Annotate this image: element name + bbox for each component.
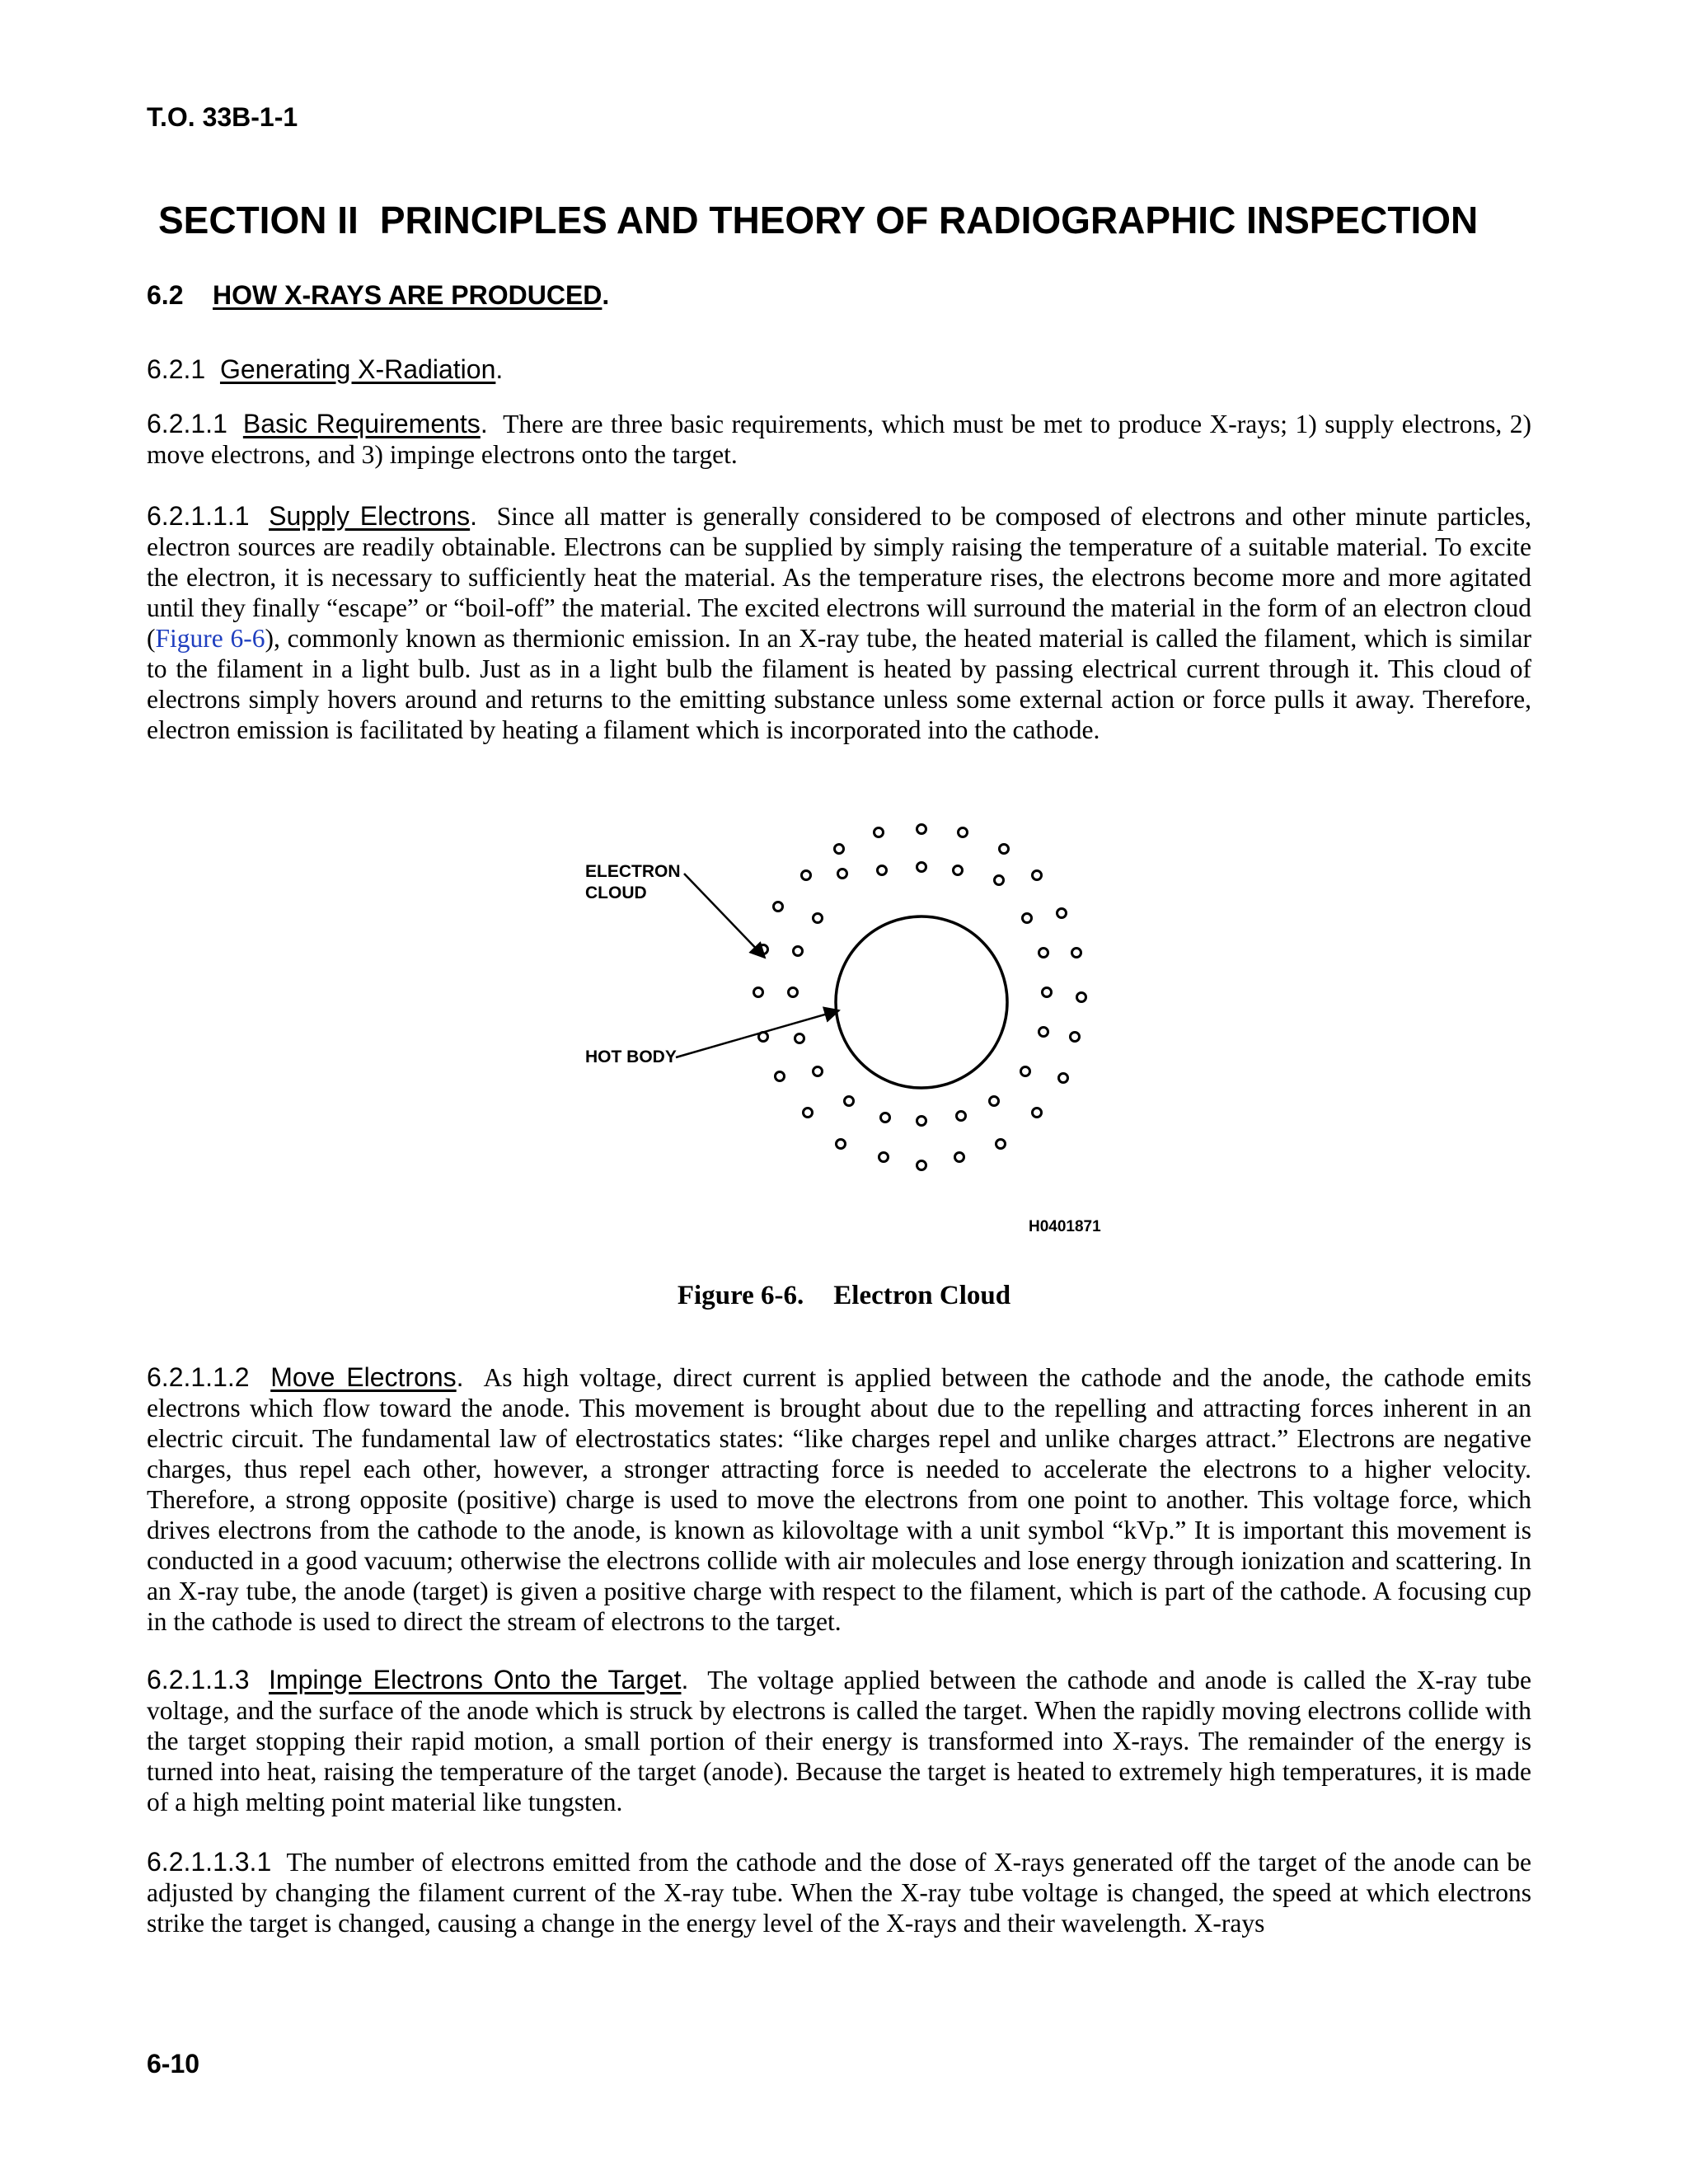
heading-number: 6.2: [147, 280, 184, 310]
electron-dot: [1033, 871, 1042, 880]
figure-6-6-link[interactable]: Figure 6-6: [155, 624, 265, 653]
paragraph-number: 6.2.1.1.1: [147, 501, 250, 531]
paragraph-title: Impinge Electrons Onto the Target: [269, 1665, 682, 1694]
heading-number: 6.2.1: [147, 354, 206, 384]
electron-dot: [838, 869, 847, 879]
electron-dot: [995, 876, 1004, 885]
electron-dot: [917, 1161, 926, 1170]
electron-cloud-label-line1: ELECTRON: [585, 862, 681, 881]
electron-dot: [1071, 1033, 1080, 1042]
electron-dot: [990, 1097, 999, 1106]
figure-caption: [0, 1281, 1688, 1311]
electron-dot: [1077, 993, 1086, 1002]
paragraph-title: Basic Requirements: [242, 409, 481, 438]
electron-dot: [917, 863, 926, 872]
electron-dot: [845, 1097, 854, 1106]
electron-dot: [955, 1153, 964, 1162]
figure-code: H0401871: [1029, 1218, 1101, 1235]
heading-6-2: 6.2 HOW X-RAYS ARE PRODUCED.: [147, 280, 610, 310]
electron-dot: [759, 1033, 768, 1042]
electron-dot: [814, 1067, 823, 1076]
electron-cloud: [754, 825, 1086, 1170]
electron-dot: [996, 1140, 1006, 1149]
paragraph-number: 6.2.1.1.3.1: [147, 1847, 272, 1877]
electron-dot: [774, 902, 783, 912]
paragraph-text: There are three basic requirements, which must be met to produce X-rays; 1) supply electrons, 2) move electrons, and 3) impinge electrons onto the target.: [147, 410, 1532, 469]
electron-dot: [881, 1113, 890, 1122]
heading-title: HOW X-RAYS ARE PRODUCED: [213, 280, 603, 310]
electron-dot: [759, 945, 768, 954]
electron-dot: [917, 1117, 926, 1126]
paragraph-text: The number of electrons emitted from the cathode and the dose of X-rays generated off the target of the anode can be adjusted by changing the filament current of the X-ray tube. When the X-ray tube voltage is changed, the speed at which electrons strike the target is changed, causing a change in the energy level of the X-rays and their wavelength. X-rays: [147, 1848, 1531, 1938]
electron-dot: [754, 988, 763, 997]
electron-dot: [959, 828, 968, 837]
paragraph-number: 6.2.1.1.3: [147, 1665, 250, 1694]
electron-dot: [1057, 909, 1067, 918]
document-id: T.O. 33B-1-1: [147, 102, 298, 132]
electron-dot: [878, 866, 887, 875]
hot-body-label: HOT BODY: [585, 1047, 677, 1066]
electron-dot: [789, 988, 798, 997]
paragraph-6-2-1-1: 6.2.1.1 Basic Requirements. There are three basic requirements, which must be met to produce X-rays; 1) supply electrons, 2) move electrons, and 3) impinge electrons onto the target.: [147, 409, 1532, 469]
electron-cloud-label-line2: CLOUD: [585, 883, 647, 902]
electron-dot: [837, 1140, 846, 1149]
electron-cloud-arrow: [684, 874, 765, 958]
heading-title: Generating X-Radiation: [219, 354, 496, 384]
electron-dot: [794, 947, 803, 956]
paragraph-6-2-1-1-2: 6.2.1.1.2 Move Electrons. As high voltage, direct current is applied between the cathode and the anode, the cathode emits electrons which flow toward the anode. This movement is brought about due to the repelling and attracting forces inherent in an electric circuit. The fundamental law of electrostatics states: “like charges repel and unlike charges attract.” Electrons are negative charges, thus repel each other, however, a stronger attracting force is needed to accelerate the electrons to a higher velocity. Therefore, a strong opposite (positive) charge is used to move the electrons from one point to another. This voltage force, which drives electrons from the cathode to the anode, is known as kilovoltage with a unit symbol “kVp.” It is important this movement is conducted in a good vacuum; otherwise the electrons collide with air molecules and lose energy through ionization and scattering. In an X-ray tube, the anode (target) is given a positive charge with respect to the filament, which is part of the cathode. A focusing cup in the cathode is used to direct the stream of electrons to the target.: [147, 1362, 1532, 1636]
paragraph-number: 6.2.1.1: [147, 409, 227, 438]
paragraph-6-2-1-1-1: 6.2.1.1.1 Supply Electrons. Since all matter is generally considered to be composed of electrons and other minute particles, electron sources are readily obtainable. Electrons can be supplied by simply raising the temperature of a suitable material. To excite the electron, it is necessary to sufficiently heat the material. As the temperature rises, the electrons become more and more agitated until they finally “escape” or “boil-off” the material. The excited electrons will surround the material in the form of an electron cloud (Figure 6-6), commonly known as thermionic emission. In an X-ray tube, the heated material is called the filament, which is similar to the filament in a light bulb. Just as in a light bulb the filament is heated by passing electrical current through it. This cloud of electrons simply hovers around and returns to the emitting substance unless some external action or force pulls it away. Therefore, electron emission is facilitated by heating a filament which is incorporated into the cathode.: [147, 501, 1532, 744]
figure-caption-number: Figure 6-6.: [677, 1281, 804, 1310]
electron-dot: [954, 866, 963, 875]
electron-dot: [957, 1112, 966, 1121]
electron-cloud-figure: [0, 816, 1688, 1261]
paragraph-title: Move Electrons: [270, 1362, 457, 1392]
section-title: [158, 198, 1478, 242]
electron-dot: [795, 1034, 804, 1043]
electron-dot: [814, 914, 823, 923]
electron-dot: [1072, 949, 1081, 958]
electron-dot: [1021, 1067, 1030, 1076]
electron-dot: [1000, 845, 1009, 854]
paragraph-text: As high voltage, direct current is applied between the cathode and the anode, the cathode emits electrons which flow toward the anode. This movement is brought about due to the repelling and attracting forces inherent in an electric circuit. The fundamental law of electrostatics states: “like charges repel and unlike charges attract.” Electrons are negative charges, thus repel each other, however, a stronger attracting force is needed to accelerate the electrons to a higher velocity. Therefore, a strong opposite (positive) charge is used to move the electrons from one point to another. This voltage force, which drives electrons from the cathode to the anode, is known as kilovoltage with a unit symbol “kVp.” It is important this movement is conducted in a good vacuum; otherwise the electrons collide with air molecules and lose energy through ionization and scattering. In an X-ray tube, the anode (target) is given a positive charge with respect to the filament, which is part of the cathode. A focusing cup in the cathode is used to direct the stream of electrons to the target.: [147, 1363, 1532, 1636]
section-title-text: PRINCIPLES AND THEORY OF RADIOGRAPHIC INSPECTION: [379, 199, 1479, 241]
paragraph-text: Since all matter is generally considered to be composed of electrons and other minute particles, electron sources are readily obtainable. Electrons can be supplied by simply raising the temperature of a suitable material. To excite the electron, it is necessary to sufficiently heat the material. As the temperature rises, the electrons become more and more agitated until they finally “escape” or “boil-off” the material. The excited electrons will surround the material in the form of an electron cloud (: [147, 502, 1532, 653]
hot-body: [836, 916, 1007, 1088]
paragraph-number: 6.2.1.1.2: [147, 1362, 250, 1392]
paragraph-text: The voltage applied between the cathode and anode is called the X-ray tube voltage, and the surface of the anode which is struck by electrons is called the target. When the rapidly moving electrons collide with the target stopping their rapid motion, a small portion of their energy is transformed into X-rays. The remainder of the energy is turned into heat, raising the temperature of the target (anode). Because the target is heated to extremely high temperatures, it is made of a high melting point material like tungsten.: [147, 1666, 1531, 1816]
electron-dot: [1033, 1108, 1042, 1118]
electron-dot: [835, 845, 844, 854]
paragraph-text-continued: ), commonly known as thermionic emission. In an X-ray tube, the heated material is called the filament, which is similar to the filament in a light bulb. Just as in a light bulb the filament is heated by passing electrical current through it. This cloud of electrons simply hovers around and returns to the emitting substance unless some external action or force pulls it away. Therefore, electron emission is facilitated by heating a filament which is incorporated into the cathode.: [147, 624, 1532, 744]
electron-dot: [1043, 988, 1052, 997]
page-number: 6-10: [147, 2049, 200, 2079]
electron-dot: [1023, 914, 1032, 923]
paragraph-6-2-1-1-3: 6.2.1.1.3 Impinge Electrons Onto the Target. The voltage applied between the cathode and anode is called the X-ray tube voltage, and the surface of the anode which is struck by electrons is called the target. When the rapidly moving electrons collide with the target stopping their rapid motion, a small portion of their energy is transformed into X-rays. The remainder of the energy is turned into heat, raising the temperature of the target (anode). Because the target is heated to extremely high temperatures, it is made of a high melting point material like tungsten.: [147, 1665, 1531, 1816]
hot-body-arrow: [676, 1010, 839, 1057]
electron-dot: [1039, 949, 1048, 958]
electron-dot: [874, 828, 884, 837]
heading-6-2-1: 6.2.1 Generating X-Radiation.: [147, 354, 504, 384]
electron-dot: [804, 1108, 813, 1118]
electron-dot: [802, 871, 811, 880]
electron-dot: [879, 1153, 889, 1162]
electron-dot: [917, 825, 926, 834]
electron-dot: [776, 1072, 785, 1081]
figure-caption-title: Electron Cloud: [833, 1281, 1011, 1310]
section-label: SECTION II: [158, 199, 359, 241]
electron-dot: [1059, 1074, 1068, 1083]
paragraph-title: Supply Electrons: [269, 501, 471, 531]
paragraph-6-2-1-1-3-1: [147, 1847, 1531, 1938]
electron-dot: [1039, 1028, 1048, 1037]
